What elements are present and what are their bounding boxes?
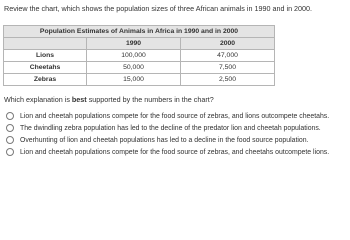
row-label: Cheetahs xyxy=(4,62,87,74)
cell-2000: 47,000 xyxy=(181,50,275,62)
question-before: Which explanation is xyxy=(4,95,72,104)
table-row xyxy=(4,74,275,86)
question-prompt: Review the chart, which shows the population sizes of three African animals in 1990 and in 2000. xyxy=(4,4,313,13)
table-row xyxy=(4,62,275,74)
answer-options xyxy=(4,110,350,158)
table-header-2000: 2000 xyxy=(181,38,275,50)
table-header-animal xyxy=(4,38,87,50)
question-text xyxy=(4,95,214,104)
radio-button[interactable] xyxy=(6,112,14,120)
answer-option-4[interactable] xyxy=(4,146,350,158)
row-label: Zebras xyxy=(4,74,87,86)
answer-text: Lion and cheetah populations compete for the food source of zebras, and cheetahs outcompete lions. xyxy=(20,148,330,156)
cell-1990: 100,000 xyxy=(87,50,181,62)
question-emphasis: best xyxy=(71,95,87,104)
radio-button[interactable] xyxy=(6,124,14,132)
table-header-row xyxy=(4,38,275,50)
answer-text: Lion and cheetah populations compete for the food source of zebras, and lions outcompete cheetahs. xyxy=(20,112,330,120)
radio-button[interactable] xyxy=(6,136,14,144)
cell-1990: 15,000 xyxy=(87,74,181,86)
cell-2000: 2,500 xyxy=(181,74,275,86)
answer-text: Overhunting of lion and cheetah populations has led to a decline in the food source population. xyxy=(20,136,309,144)
table-title: Population Estimates of Animals in Africa in 1990 and in 2000 xyxy=(4,26,275,38)
table-title-row xyxy=(4,26,275,38)
table-header-1990: 1990 xyxy=(87,38,181,50)
answer-option-2[interactable] xyxy=(4,122,350,134)
radio-button[interactable] xyxy=(6,148,14,156)
answer-option-3[interactable] xyxy=(4,134,350,146)
answer-option-1[interactable] xyxy=(4,110,350,122)
cell-2000: 7,500 xyxy=(181,62,275,74)
population-table xyxy=(3,25,275,86)
question-after: supported by the numbers in the chart? xyxy=(86,95,214,104)
row-label: Lions xyxy=(4,50,87,62)
table-row xyxy=(4,50,275,62)
answer-text: The dwindling zebra population has led to the decline of the predator lion and cheetah populations. xyxy=(20,124,321,132)
cell-1990: 50,000 xyxy=(87,62,181,74)
